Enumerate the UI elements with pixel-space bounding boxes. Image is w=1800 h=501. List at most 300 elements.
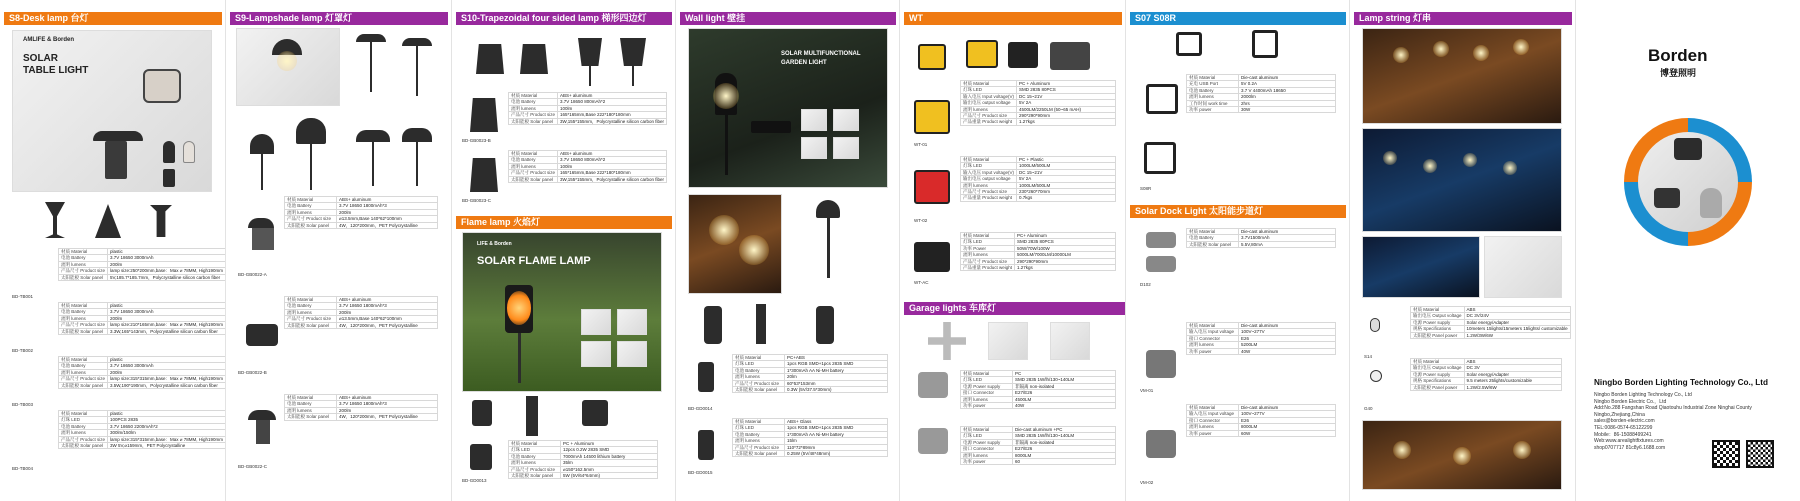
spec-key: 灯珠 LED bbox=[961, 433, 1013, 439]
lampshade-product-2 bbox=[402, 38, 432, 46]
spec-value: ABS+ Glass bbox=[785, 419, 888, 425]
spec-value: 2hrs bbox=[1239, 100, 1336, 106]
spec-key: 太阳能板 Solar panel bbox=[733, 387, 785, 393]
section-header-s07: S07 S08R bbox=[1130, 12, 1346, 25]
spec-key: 接口 Connector bbox=[1187, 335, 1239, 341]
spec-value: 2000lm bbox=[1239, 94, 1336, 100]
spec-row bbox=[961, 459, 1116, 465]
spec-key: 产品尺寸 Product size bbox=[733, 380, 785, 386]
spec-value: 200lm bbox=[337, 309, 438, 315]
spec-key: 流明 lumens bbox=[961, 252, 1015, 258]
string-photo-4 bbox=[1484, 236, 1562, 298]
spec-value: 1pcs RGB SMD+1pcs 2835 SMD bbox=[785, 425, 888, 431]
s9-spec-table bbox=[284, 394, 438, 421]
spec-value: 200lm bbox=[108, 261, 226, 267]
section-header-wt: WT bbox=[904, 12, 1122, 25]
spec-key: 材质 Material bbox=[509, 151, 558, 157]
spec-value: 5000LM/7000LM/10000LM bbox=[1015, 252, 1116, 258]
spec-key: 产品尺寸 Product size bbox=[509, 112, 558, 118]
company-name: Ningbo Borden Lighting Technology Co., Ltd bbox=[1594, 378, 1769, 387]
product-code: WT-01 bbox=[914, 142, 928, 147]
wt-spec-table bbox=[960, 80, 1116, 126]
spec-key: 材质 Material bbox=[961, 371, 1013, 377]
small-lamp-2 bbox=[183, 141, 195, 163]
spec-value: E26 bbox=[1239, 417, 1336, 423]
spec-key: 功率 power bbox=[961, 459, 1013, 465]
wall-thumb-2 bbox=[698, 430, 714, 460]
wall-product-1 bbox=[704, 306, 722, 344]
spec-key: 流明 lumens bbox=[961, 182, 1017, 188]
string-spec-table bbox=[1410, 358, 1562, 391]
spec-key: 产品尺寸 Product size bbox=[509, 466, 561, 472]
spec-value: lamp size:210*165mm,base：Max ⌀ 78MM, High190mm bbox=[108, 322, 226, 328]
spec-value: 4W，120*200mm，PET Polycrystalline bbox=[337, 414, 438, 420]
spec-key: 输出电压 Output voltage bbox=[1411, 365, 1465, 371]
spec-key: 材质 Material bbox=[733, 355, 785, 361]
spec-key: 接口 Connector bbox=[961, 390, 1013, 396]
hero-title-2: TABLE LIGHT bbox=[23, 65, 89, 76]
spec-value: 3.7V 18650 1800mAh*3 bbox=[337, 303, 438, 309]
spec-value: 3W,155*155mm，Polycrystalline silicon carbon fiber bbox=[558, 176, 667, 182]
wt-flood-2 bbox=[966, 40, 998, 68]
spec-key: 产品尺寸 Product size bbox=[59, 268, 108, 274]
spec-value: 8000LM bbox=[1013, 452, 1116, 458]
spec-value: E27/E26 bbox=[1013, 390, 1116, 396]
spec-value: Die-cast aluminum bbox=[1239, 323, 1336, 329]
spec-value: ABS+ aluminum bbox=[558, 93, 667, 99]
desk-spec-table bbox=[58, 356, 226, 389]
spec-value: 35lm bbox=[561, 460, 658, 466]
spec-value: 4500LM/2250LM (50~65 mAH) bbox=[1017, 106, 1116, 112]
table-lamp-base-image bbox=[105, 141, 127, 179]
spec-value: E26 bbox=[1239, 335, 1336, 341]
spec-value: DC 15~21V bbox=[1017, 169, 1116, 175]
spec-key: 流明 lumens bbox=[285, 209, 337, 215]
wall-stake-light bbox=[816, 200, 840, 218]
spec-key: 流明 lumens bbox=[59, 430, 108, 436]
desk-lamp-hero-photo bbox=[12, 30, 212, 192]
spec-row bbox=[59, 322, 226, 328]
garage-spec-table bbox=[1186, 322, 1336, 355]
spec-value: ABS+ aluminum bbox=[337, 297, 438, 303]
spec-key: 电池 Battery bbox=[733, 431, 785, 437]
spec-key: 电源 Power supply bbox=[961, 383, 1013, 389]
spec-key: 灯珠 LED bbox=[733, 425, 785, 431]
s14-thumb bbox=[1370, 318, 1380, 332]
spec-key: 材质 Material bbox=[509, 441, 561, 447]
wt-01-thumb bbox=[914, 100, 950, 134]
product-code: BD-GB0023-B bbox=[462, 138, 491, 143]
spec-key: 充电 USB Port bbox=[1187, 81, 1239, 87]
spec-value: 5W (5V/64*64mm) bbox=[561, 473, 658, 479]
spec-row bbox=[59, 268, 226, 274]
product-code: WT-02 bbox=[914, 218, 928, 223]
spec-value: 5200LM bbox=[1239, 342, 1336, 348]
wall-product-3 bbox=[816, 306, 834, 344]
brand-text: AMLIFE & Borden bbox=[23, 37, 74, 43]
product-code: S08R bbox=[1140, 186, 1152, 191]
spec-key: 产品尺寸 Product size bbox=[59, 436, 108, 442]
spec-value: 3.7V 18650 2200mAh*2 bbox=[108, 423, 226, 429]
flame-hero-title: SOLAR FLAME LAMP bbox=[477, 255, 591, 267]
desk-lamp-column bbox=[0, 0, 226, 501]
spec-value: SMD 2835 1W/lh/130~140LM bbox=[1013, 377, 1116, 383]
spec-value: 40W bbox=[1239, 348, 1336, 354]
flame-lamp-photo bbox=[462, 232, 662, 392]
spec-value: 1*300mAh AA Ni-MH battery bbox=[785, 367, 888, 373]
spec-value: 4W，120*200mm，PET Polycrystalline bbox=[337, 322, 438, 328]
spec-row bbox=[509, 118, 667, 124]
spec-key: 产品尺寸 Product size bbox=[285, 216, 337, 222]
spec-key: 流明 lumens bbox=[509, 460, 561, 466]
vm-01-thumb bbox=[918, 372, 948, 398]
spec-value: ⌀13.5mm,Base 140*62*100mm bbox=[337, 316, 438, 322]
product-code: BD-GD0015 bbox=[688, 470, 713, 475]
spec-value: 3.3W,165*143mm，Polycrystalline silicon carbon fiber bbox=[108, 328, 226, 334]
lamp-product-2 bbox=[95, 204, 121, 238]
garage-spec-table bbox=[960, 426, 1116, 465]
spec-value: 3.7V 18650 3000mAh bbox=[108, 255, 226, 261]
spec-value: lamp size:315*315mm,base：Max ⌀ 78MM, High190mm bbox=[108, 376, 226, 382]
wall-light-warm-photo bbox=[688, 194, 782, 294]
product-code: BD-GB0022-A bbox=[238, 272, 267, 277]
desk-spec-table bbox=[58, 248, 226, 281]
spec-value: 1.2W/3W/6W bbox=[1464, 332, 1570, 338]
spec-key: 太阳能板 Solar panel bbox=[285, 414, 337, 420]
spec-value: 100V~277V bbox=[1239, 411, 1336, 417]
spec-row bbox=[961, 119, 1116, 125]
spec-key: 流明 lumens bbox=[961, 396, 1013, 402]
spec-key: 产品尺寸 Product size bbox=[733, 444, 785, 450]
spec-value: ⌀150*162.5mm bbox=[561, 466, 658, 472]
spec-key: 产品重量 Product weight bbox=[961, 195, 1017, 201]
spec-value: 0.7kgs bbox=[1017, 195, 1116, 201]
spec-key: 材质 Material bbox=[59, 303, 108, 309]
spec-value: 290*290*90mm bbox=[1017, 113, 1116, 119]
wt-column bbox=[900, 0, 1126, 501]
spec-value: SMD 2835 80PCS bbox=[1015, 239, 1116, 245]
s10-spec-table bbox=[508, 150, 667, 183]
spec-value: 30W bbox=[1239, 107, 1336, 113]
company-web[interactable]: Web:www.arealightfixtures.com bbox=[1594, 438, 1664, 445]
lampshade-product-4 bbox=[296, 118, 326, 144]
section-header-string: Lamp string 灯串 bbox=[1354, 12, 1572, 25]
spec-value: 9.5 meters 25lights/customizable bbox=[1464, 378, 1561, 384]
product-code: BD-GB0022-C bbox=[238, 464, 268, 469]
dock-spec-table bbox=[1186, 228, 1336, 248]
spec-key: 输入电压 Input voltage bbox=[1187, 329, 1239, 335]
spec-key: 接口 Connector bbox=[961, 446, 1013, 452]
spec-key: 流明 lumens bbox=[285, 309, 337, 315]
garage-light-2 bbox=[988, 322, 1028, 360]
spec-key: 流明 lumens bbox=[733, 374, 785, 380]
flame-product-1 bbox=[472, 400, 492, 426]
spec-value: 3.7V 18650 3000mAh bbox=[108, 363, 226, 369]
lamp-string-column bbox=[1350, 0, 1576, 501]
spec-value: PC + Plastic bbox=[1017, 157, 1116, 163]
spec-key: 材质 Material bbox=[59, 249, 108, 255]
s9-spec-table bbox=[284, 196, 438, 229]
product-code: BD-GD0013 bbox=[462, 478, 487, 483]
spec-key: 产品重量 Product weight bbox=[961, 119, 1017, 125]
product-code: VM-02 bbox=[1140, 480, 1154, 485]
section-header-desk-lamp: S8-Desk lamp 台灯 bbox=[4, 12, 222, 25]
spec-key: 材质 Material bbox=[509, 93, 558, 99]
spec-key: 流明 lumens bbox=[1187, 424, 1239, 430]
spec-value: 1000LM/500LM bbox=[1017, 182, 1116, 188]
spec-row bbox=[59, 443, 226, 449]
spec-value: lamp size:250*200mm,base：Max ⌀ 78MM, High190mm bbox=[108, 268, 226, 274]
spec-key: 灯珠 LED bbox=[961, 163, 1017, 169]
spec-value: ABS+ aluminum bbox=[337, 395, 438, 401]
flame-product-2 bbox=[526, 396, 538, 436]
s10-b-thumb bbox=[470, 98, 498, 132]
product-code: BD-GD0014 bbox=[688, 406, 713, 411]
spec-value: ABS+ aluminum bbox=[337, 197, 438, 203]
spec-row bbox=[59, 376, 226, 382]
section-header-dock: Solar Dock Light 太阳能步道灯 bbox=[1130, 205, 1346, 218]
spec-key: 材质 Material bbox=[1411, 307, 1465, 313]
trapezoid-lamp-2 bbox=[520, 44, 548, 74]
s07-dock-column bbox=[1126, 0, 1350, 501]
spec-key: 太阳能板 Solar panel bbox=[59, 382, 108, 388]
spec-key: 输出电压 output voltage bbox=[961, 176, 1017, 182]
spec-value: 290*290*90mm bbox=[1015, 258, 1116, 264]
spec-value: 165*165mm,Base 222*180*180mm bbox=[558, 112, 667, 118]
string-photo-5 bbox=[1362, 420, 1562, 490]
spec-row bbox=[509, 473, 658, 479]
spec-value: PC bbox=[1013, 371, 1116, 377]
spec-key: 电源 Power supply bbox=[1411, 319, 1465, 325]
spec-value: 1pcs RGB SMD+1pcs 2835 SMD bbox=[785, 361, 888, 367]
spec-value: 60W bbox=[1239, 430, 1336, 436]
spec-value: DC 3V/24V bbox=[1464, 313, 1570, 319]
spec-key: 材质 Material bbox=[961, 427, 1013, 433]
trapezoid-flame-column bbox=[452, 0, 676, 501]
spec-row bbox=[733, 451, 888, 457]
spec-row bbox=[1187, 107, 1336, 113]
spec-key: 电池 Battery bbox=[59, 255, 108, 261]
spec-key: 太阳能板 Solar panel bbox=[509, 176, 558, 182]
spec-key: 材质 Material bbox=[59, 411, 108, 417]
lampshade-product-3 bbox=[250, 134, 274, 154]
spec-key: 产品尺寸 Product size bbox=[59, 376, 108, 382]
flame-spec-table bbox=[508, 440, 658, 479]
spec-key: 材质 Material bbox=[961, 157, 1017, 163]
garage-right-thumb-1 bbox=[1146, 350, 1176, 378]
spec-value: 200lm bbox=[108, 315, 226, 321]
company-product-circle bbox=[1624, 118, 1752, 246]
spec-value: 5V 0.2A bbox=[1239, 81, 1336, 87]
spec-key: 功率 power bbox=[1187, 430, 1239, 436]
wall-hero-title-2: GARDEN LIGHT bbox=[781, 60, 827, 66]
spec-key: 电池 Battery bbox=[733, 367, 785, 373]
spec-key: 输出电压 output voltage bbox=[961, 100, 1017, 106]
s9-c-thumb bbox=[248, 410, 276, 420]
mirror-lamp-image bbox=[143, 69, 181, 103]
company-logo: Borden bbox=[1648, 46, 1708, 65]
spec-value: 100lm bbox=[558, 163, 667, 169]
spec-key: 电池 Battery bbox=[59, 309, 108, 315]
spec-value: 3.7V 18650 1800mAh*3 bbox=[337, 203, 438, 209]
flame-thumb bbox=[470, 444, 492, 470]
spec-value: 3.7V 18650 3000mAh bbox=[108, 309, 226, 315]
spec-row bbox=[1187, 348, 1336, 354]
spec-value: 8000LM bbox=[1239, 424, 1336, 430]
flame-brand-text: LIFE & Borden bbox=[477, 241, 512, 247]
spec-value: ABS bbox=[1464, 307, 1570, 313]
spec-value: 300lm/150lm bbox=[108, 430, 226, 436]
spec-key: 电池 Battery bbox=[509, 453, 561, 459]
spec-value: SMD 2835 80PCS bbox=[1017, 87, 1116, 93]
spec-value: plastic bbox=[108, 411, 226, 417]
spec-row bbox=[1187, 430, 1336, 436]
company-line-2: Ningbo Borden Electric Co.，Ltd bbox=[1594, 398, 1667, 405]
trapezoid-lamp-4 bbox=[620, 38, 646, 66]
spec-value: E27/E26 bbox=[1013, 446, 1116, 452]
spec-row bbox=[961, 403, 1116, 409]
spec-key: 灯珠 LED bbox=[59, 417, 108, 423]
spec-value: Solar energy/Adapter bbox=[1464, 319, 1570, 325]
section-header-wall: Wall light 壁挂 bbox=[680, 12, 896, 25]
spec-value: 3.5W,190*190mm，Polycrystalline silicon carbon fiber bbox=[108, 382, 226, 388]
wall-product-2 bbox=[756, 304, 766, 344]
spec-value: 1*300mAh AA Ni-MH battery bbox=[785, 431, 888, 437]
spec-row bbox=[285, 222, 438, 228]
spec-key: 电池 Battery bbox=[509, 157, 558, 163]
spec-value: 165*165mm,Base 222*180*180mm bbox=[558, 170, 667, 176]
spec-value: 200lm bbox=[108, 369, 226, 375]
spec-value: 20lm bbox=[785, 374, 888, 380]
company-address: Add:No.288 Fangshan Road Qiaotouhu Industrial Zone Ninghai County Ningbo,Zhejiang,China bbox=[1594, 405, 1752, 418]
spec-value: Die-cast aluminum bbox=[1239, 229, 1336, 235]
spec-value: PC + Aluminum bbox=[1017, 81, 1116, 87]
product-code: BD-TB003 bbox=[12, 402, 34, 407]
section-header-lampshade: S9-Lampshade lamp 灯罩灯 bbox=[230, 12, 448, 25]
spec-key: 流明 lumens bbox=[961, 106, 1017, 112]
product-code: G40 bbox=[1364, 406, 1373, 411]
spec-key: 材质 Material bbox=[961, 81, 1017, 87]
s07-product-2 bbox=[1252, 30, 1278, 58]
s07-spec-table bbox=[1186, 74, 1336, 113]
spec-key: 功率 power bbox=[1187, 348, 1239, 354]
string-photo-3 bbox=[1362, 236, 1480, 298]
spec-key: 电池 Battery bbox=[1187, 235, 1239, 241]
spec-value: 0.3W (5V/37.5*30mm) bbox=[785, 387, 888, 393]
s10-spec-table bbox=[508, 92, 667, 125]
spec-key: 输入电压 Input voltage bbox=[1187, 411, 1239, 417]
company-logo-cn: 博登照明 bbox=[1660, 68, 1697, 78]
lamp-product-1 bbox=[45, 202, 65, 238]
spec-value: 1.27kgs bbox=[1015, 265, 1116, 271]
flame-product-3 bbox=[582, 400, 608, 426]
small-lamp-3 bbox=[163, 169, 175, 187]
spec-key: 流明 lumens bbox=[1187, 94, 1239, 100]
s07-product-3 bbox=[1146, 84, 1178, 114]
spec-value: 1000LM/500LM bbox=[1017, 163, 1116, 169]
spec-key: 产品尺寸 Product size bbox=[961, 189, 1017, 195]
spec-key: 流明 lumens bbox=[961, 452, 1013, 458]
spec-value: PC + Aluminum bbox=[561, 441, 658, 447]
product-code: BD-TB004 bbox=[12, 466, 34, 471]
spec-value: 1.27kgs bbox=[1017, 119, 1116, 125]
garage-spec-table bbox=[960, 370, 1116, 409]
lampshade-product-5 bbox=[356, 130, 390, 142]
spec-key: 产品尺寸 Product size bbox=[961, 113, 1017, 119]
lampshade-column bbox=[226, 0, 452, 501]
spec-key: 太阳能板 Solar panel bbox=[285, 322, 337, 328]
spec-value: 3.7V 18650 1800mAh*3 bbox=[337, 401, 438, 407]
spec-key: 材质 Material bbox=[1411, 359, 1465, 365]
spec-key: 电源 Power supply bbox=[1411, 371, 1465, 377]
wt-flood-3 bbox=[1008, 42, 1038, 68]
wall-light-column bbox=[676, 0, 900, 501]
spec-key: 电池 Battery bbox=[509, 99, 558, 105]
spec-key: 太阳能板 Solar panel bbox=[59, 443, 108, 449]
spec-key: 流明 lumens bbox=[285, 407, 337, 413]
company-email[interactable]: sales@borden-electric.com bbox=[1594, 418, 1655, 425]
spec-value: lamp size:315*315mm,base：Max ⌀ 78MM, High190mm bbox=[108, 436, 226, 442]
spec-value: Solar energy/Adapter bbox=[1464, 371, 1561, 377]
spec-value: 15lm bbox=[785, 438, 888, 444]
spec-key: 材质 Material bbox=[285, 395, 337, 401]
spec-value: 3.7V 18650 800mAh*2 bbox=[558, 157, 667, 163]
spec-key: 电池 Battery bbox=[59, 363, 108, 369]
s08r-thumb bbox=[1144, 142, 1176, 174]
desk-spec-table bbox=[58, 302, 226, 335]
spec-value: 3W 5V,⌀159mm，PET Polycrystalline bbox=[108, 443, 226, 449]
spec-row bbox=[1411, 332, 1571, 338]
spec-key: 功率 power bbox=[961, 403, 1013, 409]
spec-key: 灯珠 LED bbox=[961, 377, 1013, 383]
spec-row bbox=[1411, 326, 1571, 332]
lampshade-photo bbox=[236, 28, 340, 106]
string-photo-2 bbox=[1362, 128, 1562, 232]
spec-value: 4W，120*200mm，PET Polycrystalline bbox=[337, 222, 438, 228]
spec-value: SMD 2835 1W/lh/130~140LM bbox=[1013, 433, 1116, 439]
dock-light-1 bbox=[1146, 232, 1176, 248]
spec-key: 输出电压 Output voltage bbox=[1411, 313, 1465, 319]
spec-row bbox=[1187, 241, 1336, 247]
wall-light-hero-photo bbox=[688, 28, 888, 188]
string-spec-table bbox=[1410, 306, 1571, 339]
spec-row bbox=[285, 322, 438, 328]
spec-value: PC+ Aluminum bbox=[1015, 233, 1116, 239]
spec-value: 200lm bbox=[337, 407, 438, 413]
small-lamp-1 bbox=[163, 141, 175, 163]
spec-row bbox=[59, 382, 226, 388]
s10-c-thumb bbox=[470, 158, 498, 192]
s9-spec-table bbox=[284, 296, 438, 329]
spec-value: 100V~277V bbox=[1239, 329, 1336, 335]
spec-value: 50W/70W/100W bbox=[1015, 245, 1116, 251]
spec-value: 100PCS 2835 bbox=[108, 417, 226, 423]
spec-key: 产品重量 Product weight bbox=[961, 265, 1015, 271]
product-code: WT-AC bbox=[914, 280, 929, 285]
qr-code-1 bbox=[1712, 440, 1740, 468]
spec-value: ABS+ aluminum bbox=[558, 151, 667, 157]
spec-value: 4500LM bbox=[1013, 396, 1116, 402]
spec-value: 12pcs 0.2W 2835 SMD bbox=[561, 447, 658, 453]
spec-key: 产品尺寸 Product size bbox=[59, 322, 108, 328]
company-shop[interactable]: shop0707717 81c8y6.1688.com bbox=[1594, 444, 1666, 451]
spec-key: 功率 power bbox=[1187, 107, 1239, 113]
spec-value: 230*260*70mm bbox=[1017, 189, 1116, 195]
garage-spec-table bbox=[1186, 404, 1336, 437]
spec-key: 太阳能板 Solar panel bbox=[59, 328, 108, 334]
spec-row bbox=[961, 265, 1116, 271]
spec-value: Die-cast aluminum +PC bbox=[1013, 427, 1116, 433]
